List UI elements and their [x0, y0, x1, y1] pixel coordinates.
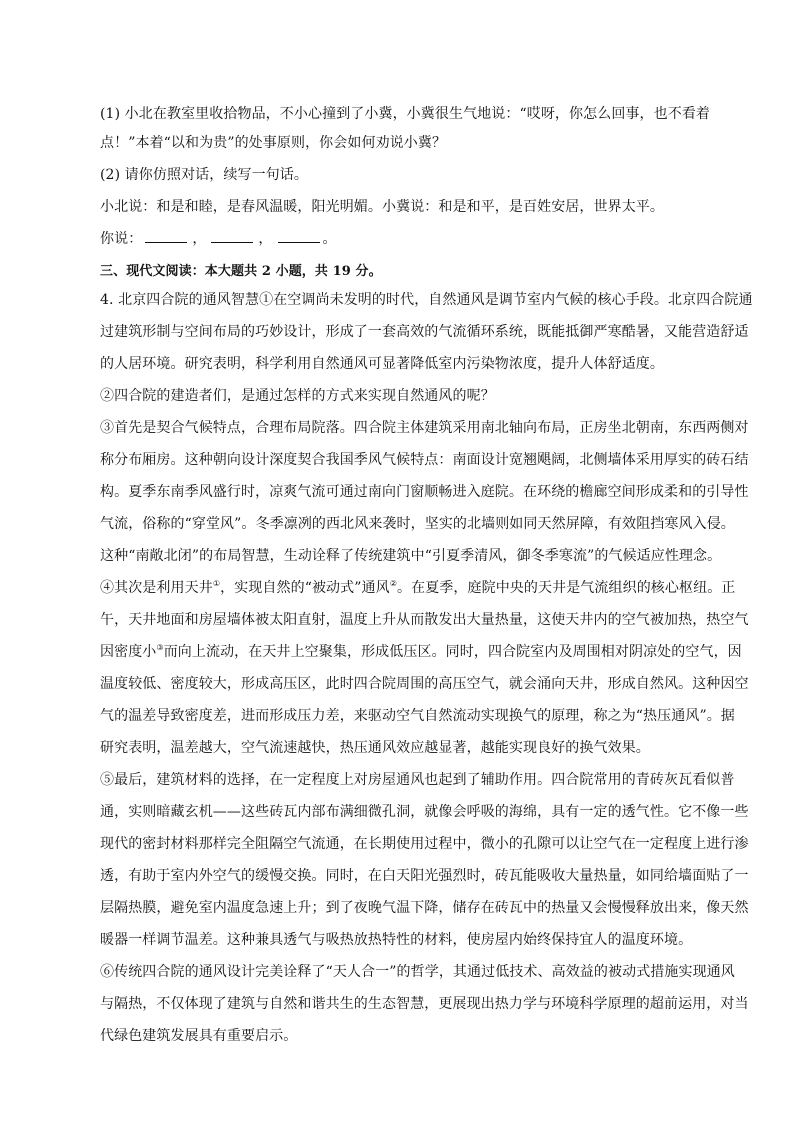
passage-line: 构。夏季东南季风盛行时，凉爽气流可通过南向门窗顺畅进入庭院。在环绕的檐廊空间形成柔和的引导性 — [100, 484, 749, 500]
passage-line: 气流，俗称的“穿堂风”。冬季凛冽的西北风来袭时，坚实的北墙则如同天然屏障，有效阻挡寒风入侵。 — [100, 516, 735, 532]
passage-line: 层隔热膜，避免室内温度急速上升；到了夜晚气温下降，储存在砖瓦中的热量又会慢慢释放出来，像天然 — [100, 900, 749, 916]
question-3-part2-prompt: (2) 请你仿照对话，续写一句话。 — [100, 167, 308, 183]
answer-comma-1: ， — [192, 231, 207, 247]
passage-line: ③首先是契合气候特点，合理布局院落。四合院主体建筑采用南北轴向布局，正房坐北朝南，东西两侧对 — [100, 420, 749, 436]
passage-text: 。在夏季，庭院中央的天井是气流组织的核心枢纽。正 — [397, 580, 736, 596]
passage-text: 而向上流动，在天井上空聚集，形成低压区。同时，四合院室内及周围相对阴凉处的空气，因 — [163, 644, 742, 660]
passage-line: 通，实则暗藏玄机——这些砖瓦内部布满细微孔洞，就像会呼吸的海绵，具有一定的透气性。它不像一些 — [100, 804, 749, 820]
answer-prefix: 你说： — [100, 231, 143, 247]
section-3-heading: 三、现代文阅读：本大题共 2 小题，共 19 分。 — [100, 264, 382, 279]
passage-line: 这种“南敞北闭”的布局智慧，生动诠释了传统建筑中“引夏季清风，御冬季寒流”的气候适应性理念。 — [100, 548, 722, 564]
answer-comma-2: ， — [258, 231, 273, 247]
passage-line: 暖器一样调节温差。这种兼具透气与吸热放热特性的材料，使房屋内始终保持宜人的温度环境。 — [100, 932, 693, 948]
passage-line: 现代的密封材料那样完全阻隔空气流通，在长期使用过程中，微小的孔隙可以让空气在一定程度上进行渗 — [100, 836, 749, 852]
answer-period: 。 — [322, 231, 337, 247]
footnote-mark: ② — [389, 579, 397, 588]
passage-line — [100, 643, 742, 661]
passage-line: 与隔热，不仅体现了建筑与自然和谐共生的生态智慧，更展现出热力学与环境科学原理的超前运用，对当 — [100, 996, 749, 1012]
passage-text: ④其次是利用天井 — [100, 580, 213, 596]
question-3-dialogue-example: 小北说：和是和睦，是春风温暖，阳光明媚。小冀说：和是和平，是百姓安居，世界太平。 — [100, 199, 664, 215]
passage-text: ，实现自然的“被动式”通风 — [220, 580, 390, 596]
passage-line: 过建筑形制与空间布局的巧妙设计，形成了一套高效的气流循环系统，既能抵御严寒酷暑，又能营造舒适 — [100, 324, 749, 340]
footnote-mark: ③ — [156, 643, 164, 652]
footnote-mark: ① — [212, 579, 221, 588]
passage-line: 研究表明，温差越大，空气流速越快，热压通风效应越显著，越能实现良好的换气效果。 — [100, 740, 650, 756]
question-3-part1-line1: (1) 小北在教室里收拾物品，不小心撞到了小冀，小冀很生气地说：“哎呀，你怎么回事，也不看着 — [100, 106, 711, 122]
passage-line: 午，天井地面和房屋墙体被太阳直射，温度上升从而散发出大量热量，这使天井内的空气被加热，热空气 — [100, 612, 749, 628]
passage-text: 因密度小 — [100, 644, 157, 660]
passage-line: 气的温差导致密度差，进而形成压力差，来驱动空气自然流动实现换气的原理，称之为“热压通风”。据 — [100, 708, 735, 724]
passage-line: ⑤最后，建筑材料的选择，在一定程度上对房屋通风也起到了辅助作用。四合院常用的青砖灰瓦看似普 — [100, 772, 735, 788]
passage-line: 的人居环境。研究表明，科学利用自然通风可显著降低室内污染物浓度，提升人体舒适度。 — [100, 356, 664, 372]
passage-line: ②四合院的建造者们，是通过怎样的方式来实现自然通风的呢？ — [100, 388, 495, 404]
answer-blank-2[interactable] — [211, 230, 253, 243]
passage-line: 温度较低、密度较大，形成高压区，此时四合院周围的高压空气，就会涌向天井，形成自然风。这种因空 — [100, 676, 749, 692]
passage-line: 透，有助于室内外空气的缓慢交换。同时，在白天阳光强烈时，砖瓦能吸收大量热量，如同给墙面贴了一 — [100, 868, 749, 884]
question-3-answer-line — [100, 230, 337, 248]
passage-line: 称分布厢房。这种朝向设计深度契合我国季风气候特点：南面设计宽翘飓阔，北侧墙体采用厚实的砖石结 — [100, 452, 749, 468]
passage-line — [100, 579, 735, 597]
question-3-part1-line2: 点！”本着“以和为贵”的处事原则，你会如何劝说小冀？ — [100, 135, 447, 151]
answer-blank-1[interactable] — [145, 230, 187, 243]
answer-blank-3[interactable] — [278, 230, 320, 243]
passage-line: 4. 北京四合院的通风智慧①在空调尚未发明的时代，自然通风是调节室内气候的核心手段。北京四合院通 — [100, 292, 753, 308]
passage-line: 代绿色建筑发展具有重要启示。 — [100, 1028, 298, 1044]
passage-line: ⑥传统四合院的通风设计完美诠释了“天人合一”的哲学，其通过低技术、高效益的被动式措施实现通风 — [100, 964, 735, 980]
